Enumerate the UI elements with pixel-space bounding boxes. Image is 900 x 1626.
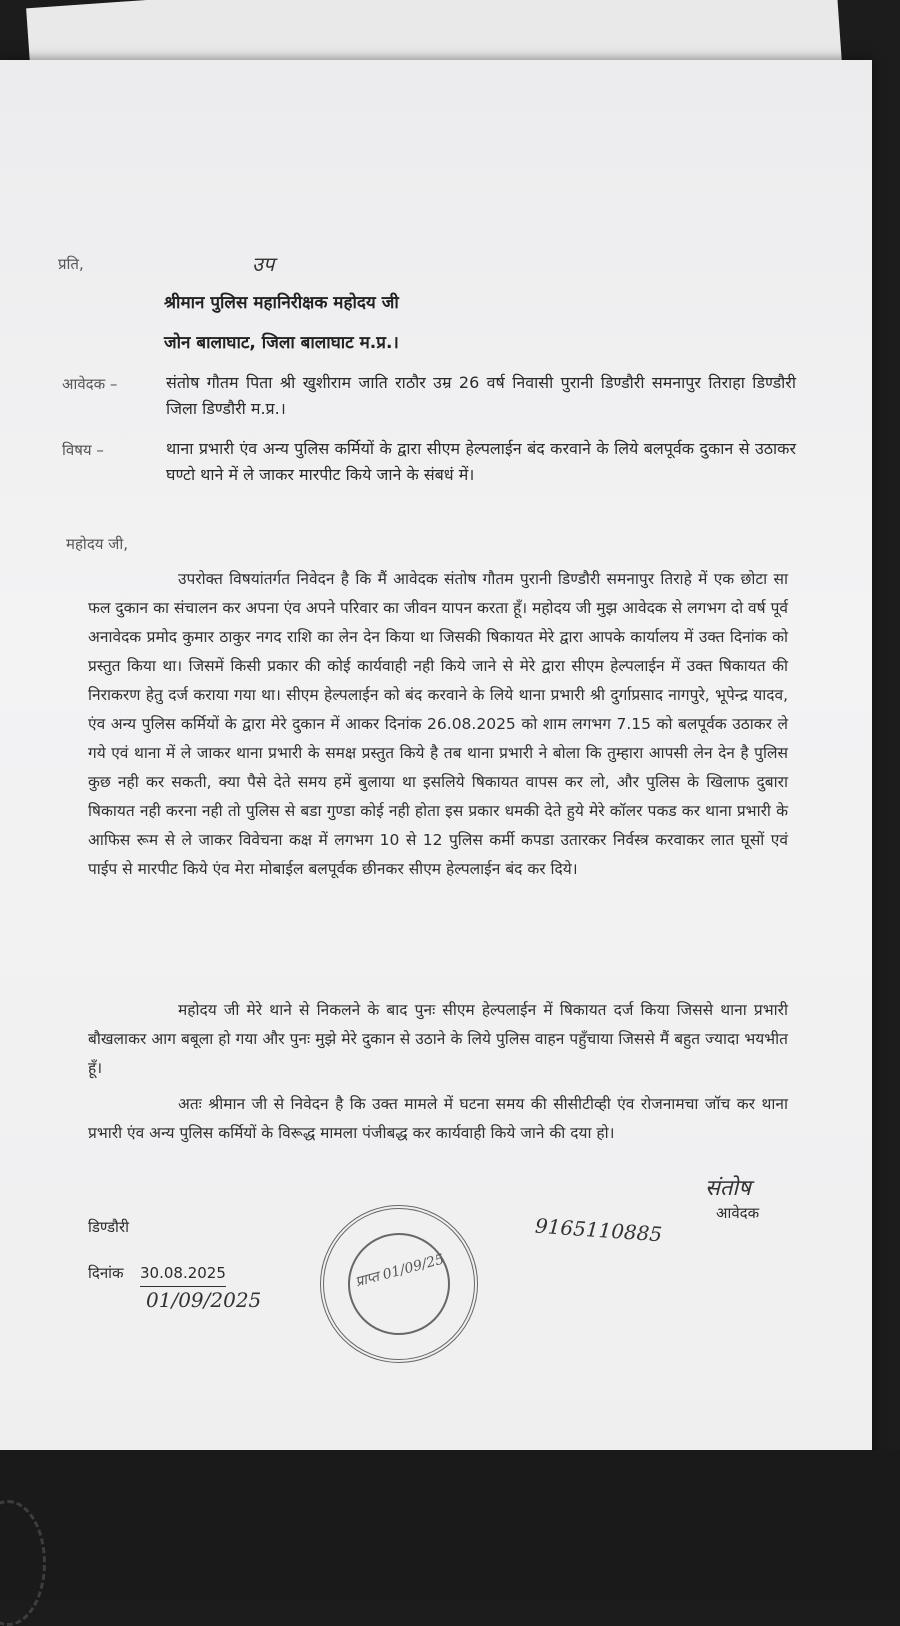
date-label: दिनांक [88, 1264, 124, 1282]
addressee-line-2: जोन बालाघाट, जिला बालाघाट म.प्र.। [164, 333, 399, 353]
dark-background-area [0, 1450, 900, 1600]
place: डिण्डौरी [88, 1218, 129, 1236]
body-paragraph-3: अतः श्रीमान जी से निवेदन है कि उक्त मामले में घटना समय की सीसीटीव्ही एंव रोजनामचा जॉच कर थाना प्रभारी एंव अन्य पुलिस कर्मियों के विरूद्ध मामला पंजीबद्ध कर कार्यवाही किये जाने की दया हो। [88, 1095, 788, 1142]
applicant-details: संतोष गौतम पिता श्री खुशीराम जाति राठौर उम्र 26 वर्ष निवासी पुरानी डिण्डौरी समनापुर तिराहा डिण्डौरी जिला डिण्डौरी म.प्र.। [166, 373, 796, 418]
office-seal-stamp [320, 1205, 478, 1363]
subject-text: थाना प्रभारी एंव अन्य पुलिस कर्मियों के द्वारा सीएम हेल्पलाईन बंद करवाने के लिये बलपूर्वक दुकान से उठाकर घण्टो थाने में ले जाकर मारपीट किये जाने के संबधं में। [166, 439, 796, 484]
seal-handwritten-text: प्राप्त 01/09/25 [353, 1251, 446, 1291]
applicant-signature: संतोष [705, 1176, 751, 1201]
handwritten-phone-number: 9165110885 [534, 1213, 663, 1247]
body-paragraph-2: महोदय जी मेरे थाने से निकलने के बाद पुनः सीएम हेल्पलाईन में षिकायत दर्ज किया जिससे थाना प्रभारी बौखलाकर आग बबूला हो गया और पुनः मुझे मेरे दुकान से उठाने के लिये पुलिस वाहन पहुँचाया जिससे मैं बहुत ज्यादा भयभीत हूँ। [88, 1001, 788, 1077]
signature-role: आवेदक [716, 1204, 760, 1222]
addressee-line-1: श्रीमान पुलिस महानिरीक्षक महोदय जी [164, 293, 399, 313]
applicant-label: आवेदक – [62, 375, 118, 393]
prati-label: प्रति, [58, 255, 84, 273]
body-paragraph-1: उपरोक्त विषयांतर्गत निवेदन है कि मैं आवेदक संतोष गौतम पुरानी डिण्डौरी समनापुर तिराहे में एक छोटा सा फल दुकान का संचालन कर अपना एंव अपने परिवार का जीवन यापन करता हूँ। महोदय जी मुझ आवेदक से लगभग दो वर्ष पूर्व अनावेदक प्रमोद कुमार ठाकुर नगद राशि का लेन देन किया था जिसकी षिकायत मेरे द्वारा आपके कार्यालय में उक्त दिनांक को प्रस्तुत किया था। जिसमें किसी प्रकार की कोई कार्यवाही नही किये जाने से मेरे द्वारा सीएम हेल्पलाईन में उक्त षिकायत की निराकरण हेतु दर्ज कराया गया था। सीएम हेल्पलाईन को बंद करवाने के लिये थाना प्रभारी श्री दुर्गाप्रसाद नागपुरे, भूपेन्द्र यादव, एंव अन्य पुलिस कर्मियों के द्वारा मेरे दुकान में आकर दिनांक 26.08.2025 को शाम लगभग 7.15 को बलपूर्वक उठाकर ले गये एवं थाना में ले जाकर थाना प्रभारी के समक्ष प्रस्तुत किये है तब थाना प्रभारी ने बोला कि तुम्हारा आपसी लेन देन है पुलिस कुछ नही कर सकती, क्या पैसे देते समय हमें बुलाया था इसलिये षिकायत वापस कर लो, और पुलिस के खिलाफ दुबारा षिकायत नही करना नही तो पुलिस से बडा गुण्डा कोई नही होता इस प्रकार धमकी देते हुये मेरे कॉलर पकड कर थाना प्रभारी के आफिस रूम से ले जाकर विवेचना कक्ष में लगभग 10 से 12 पुलिस कर्मी कपडा उतारकर निर्वस्त्र करवाकर लात घूसों एवं पाईप से मारपीट किये एंव मेरा मोबाईल बलपूर्वक छीनकर सीएम हेल्पलाईन बंद कर दिये। [88, 570, 788, 878]
date-value: 30.08.2025 [140, 1260, 226, 1287]
salutation: महोदय जी, [66, 535, 129, 553]
subject-label: विषय – [62, 441, 104, 459]
handwritten-up-insert: उप [252, 252, 275, 276]
handwritten-received-date: 01/09/2025 [146, 1288, 262, 1312]
